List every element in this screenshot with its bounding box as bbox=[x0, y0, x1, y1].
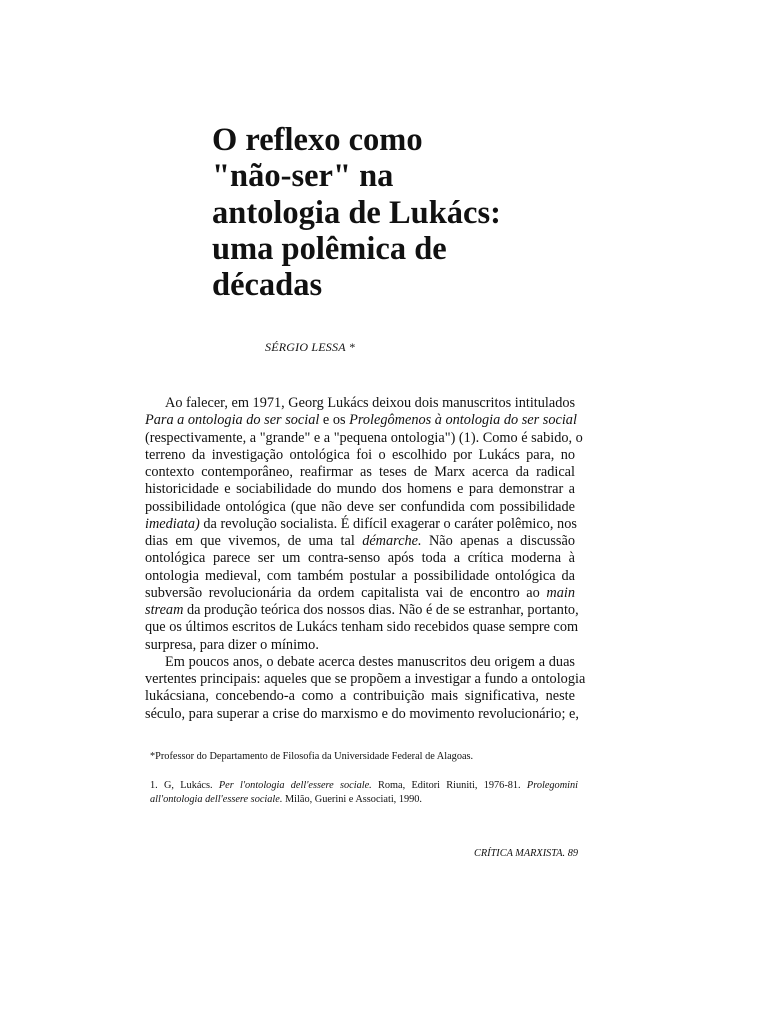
body-line: que os últimos escritos de Lukács tenham sido recebidos quase sempre com bbox=[145, 619, 579, 636]
italic-text: Prolegômenos à ontologia do ser social bbox=[349, 412, 577, 429]
author-affiliation-footnote: *Professor do Departamento de Filosofia da Universidade Federal de Alagoas. bbox=[150, 751, 474, 762]
title-line: décadas bbox=[212, 267, 323, 304]
italic-text: stream bbox=[145, 602, 184, 618]
text-run: 1. G, Lukács. bbox=[150, 780, 219, 791]
body-line: terreno da investigação ontológica foi o escolhido por Lukács para, no bbox=[145, 446, 575, 463]
body-line: ontologia medieval, com também postular a possibilidade ontológica da bbox=[145, 567, 575, 584]
body-line: Ao falecer, em 1971, Georg Lukács deixou dois manuscritos intitulados bbox=[165, 395, 576, 411]
page-folio: CRÍTICA MARXISTA. 89 bbox=[473, 848, 578, 859]
text-run: Roma, Editori Riuniti, 1976-81. bbox=[371, 780, 527, 791]
body-line: contexto contemporâneo, reafirmar as teses de Marx acerca da radical bbox=[145, 464, 575, 480]
article-body bbox=[145, 395, 586, 723]
italic-text: Prolegomini bbox=[526, 780, 579, 791]
body-line: historicidade e sociabilidade do mundo dos homens e para demonstrar a bbox=[145, 481, 575, 498]
text-run: dias em que vivemos, de uma tal bbox=[145, 533, 363, 549]
body-line bbox=[145, 412, 575, 429]
text-run: da produção teórica dos nossos dias. Não é de se estranhar, portanto, bbox=[183, 602, 579, 618]
article-title bbox=[212, 122, 592, 303]
body-line bbox=[145, 533, 575, 550]
body-line bbox=[145, 602, 579, 619]
title-line: "não-ser" na bbox=[212, 158, 394, 195]
title-line: antologia de Lukács: bbox=[212, 194, 501, 231]
footnote-line bbox=[150, 793, 578, 807]
reference-footnote bbox=[150, 779, 578, 806]
italic-text: Per l'ontologia dell'essere sociale. bbox=[218, 780, 372, 791]
text-run: subversão revolucionária da ordem capitalista vai de encontro ao bbox=[145, 584, 547, 601]
italic-text: main bbox=[546, 584, 575, 601]
body-line bbox=[145, 585, 575, 602]
body-line: vertentes principais: aqueles que se propõem a investigar a fundo a ontologia bbox=[145, 671, 586, 687]
footnote-line bbox=[150, 779, 578, 793]
body-line: Em poucos anos, o debate acerca destes manuscritos deu origem a duas bbox=[165, 653, 575, 670]
italic-text: imediata) bbox=[145, 515, 200, 532]
text-run: Milão, Guerini e Associati, 1990. bbox=[282, 793, 422, 805]
italic-text: Para a ontologia do ser social bbox=[145, 412, 320, 429]
italic-text: démarche. bbox=[362, 533, 422, 549]
body-line: surpresa, para dizer o mínimo. bbox=[145, 636, 319, 653]
italic-text: all'ontologia dell'essere sociale. bbox=[150, 793, 283, 805]
author-byline: SÉRGIO LESSA * bbox=[265, 340, 355, 354]
text-run: da revolução socialista. É difícil exagerar o caráter polêmico, nos bbox=[199, 515, 577, 532]
body-line: possibilidade ontológica (que não deve ser confundida com possibilidade bbox=[145, 498, 575, 515]
title-line: uma polêmica de bbox=[212, 230, 447, 267]
body-line: (respectivamente, a "grande" e a "pequena ontologia") (1). Como é sabido, o bbox=[145, 429, 583, 446]
body-line: ontológica parece ser um contra-senso após toda a crítica moderna à bbox=[145, 550, 575, 567]
text-run: e os bbox=[319, 412, 350, 429]
body-line: lukácsiana, concebendo-a como a contribuição mais significativa, neste bbox=[145, 688, 575, 705]
title-line: O reflexo como bbox=[212, 122, 423, 158]
body-line bbox=[145, 516, 575, 533]
text-run: Não apenas a discussão bbox=[421, 533, 575, 549]
body-line: século, para superar a crise do marxismo e do movimento revolucionário; e, bbox=[145, 705, 579, 722]
